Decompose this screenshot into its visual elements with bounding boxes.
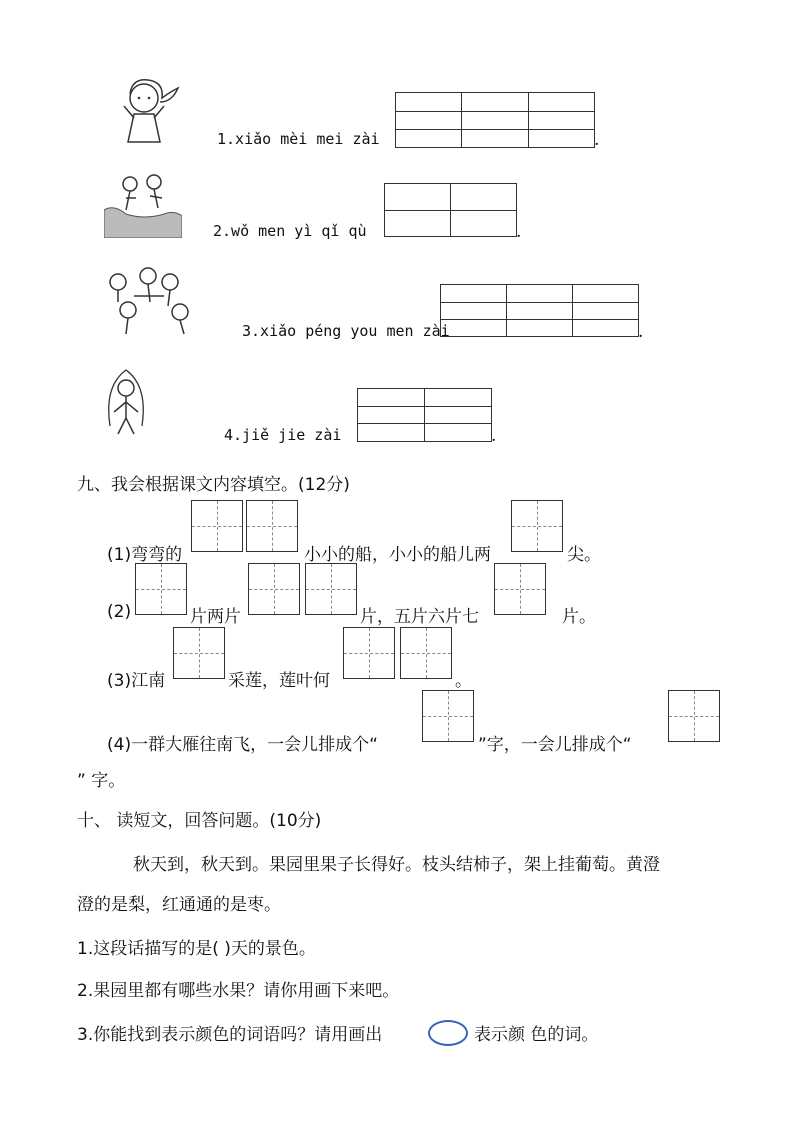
q9-4-mid: ”字，一会儿排成个“ [478, 735, 632, 755]
pinyin-grid-2[interactable] [384, 183, 517, 237]
q9-2-prefix: (2) [107, 602, 132, 622]
q9-2-end: 片。 [562, 607, 596, 627]
girl-hair-icon [112, 72, 184, 150]
q9-3-mid: 采莲，莲叶何 [228, 671, 330, 691]
q10-1: 1.这段话描写的是( )天的景色。 [77, 939, 316, 959]
q10-2: 2.果园里都有哪些水果？请你用画下来吧。 [77, 981, 400, 1001]
jump-rope-girl-icon [104, 366, 148, 442]
char-box[interactable] [305, 563, 357, 615]
char-box[interactable] [668, 690, 720, 742]
pinyin-item-3: 3.xiǎo péng you men zài [242, 322, 450, 340]
q9-3-end: 。 [455, 671, 472, 691]
q10-3-before: 3.你能找到表示颜色的词语吗？请用画出 [77, 1025, 383, 1045]
pinyin-grid-3[interactable] [440, 284, 639, 337]
q9-4-prefix: (4)一群大雁往南飞，一会儿排成个“ [107, 735, 378, 755]
section-10-heading: 十、 读短文，回答问题。(10分) [77, 811, 322, 831]
pinyin-grid-1[interactable] [395, 92, 595, 148]
two-kids-icon [104, 170, 182, 238]
children-playing-icon [104, 266, 196, 336]
char-box[interactable] [422, 690, 474, 742]
char-box[interactable] [343, 627, 395, 679]
char-box[interactable] [248, 563, 300, 615]
oval-mark-icon [428, 1020, 468, 1046]
char-box[interactable] [135, 563, 187, 615]
q9-2-a: 片两片 [190, 607, 241, 627]
q9-3-prefix: (3)江南 [107, 671, 166, 691]
pinyin-item-4: 4.jiě jie zài [224, 426, 342, 444]
char-box[interactable] [511, 500, 563, 552]
q9-1-end: 尖。 [567, 545, 601, 565]
char-box[interactable] [246, 500, 298, 552]
pinyin-grid-4[interactable] [357, 388, 492, 442]
q10-3-after: 表示颜 色的词。 [474, 1025, 599, 1045]
period-3: . [638, 322, 644, 342]
period-1: . [594, 130, 600, 150]
char-box[interactable] [191, 500, 243, 552]
q9-1-prefix: (1)弯弯的 [107, 545, 183, 565]
q9-4-line2: ” 字。 [77, 771, 126, 791]
section-9-heading: 九、我会根据课文内容填空。(12分) [77, 475, 350, 495]
passage-line-2: 澄的是梨，红通通的是枣。 [77, 895, 281, 915]
pinyin-item-1: 1.xiǎo mèi mei zài [217, 130, 380, 148]
q9-2-b: 片，五片六片七 [360, 607, 479, 627]
char-box[interactable] [400, 627, 452, 679]
char-box[interactable] [494, 563, 546, 615]
period-2: . [516, 222, 522, 242]
char-box[interactable] [173, 627, 225, 679]
period-4: . [491, 426, 497, 446]
q9-1-mid: 小小的船，小小的船儿两 [304, 545, 491, 565]
pinyin-item-2: 2.wǒ men yì qǐ qù [213, 222, 367, 240]
passage-line-1: 秋天到，秋天到。果园里果子长得好。枝头结柿子，架上挂葡萄。黄澄 [133, 855, 660, 875]
